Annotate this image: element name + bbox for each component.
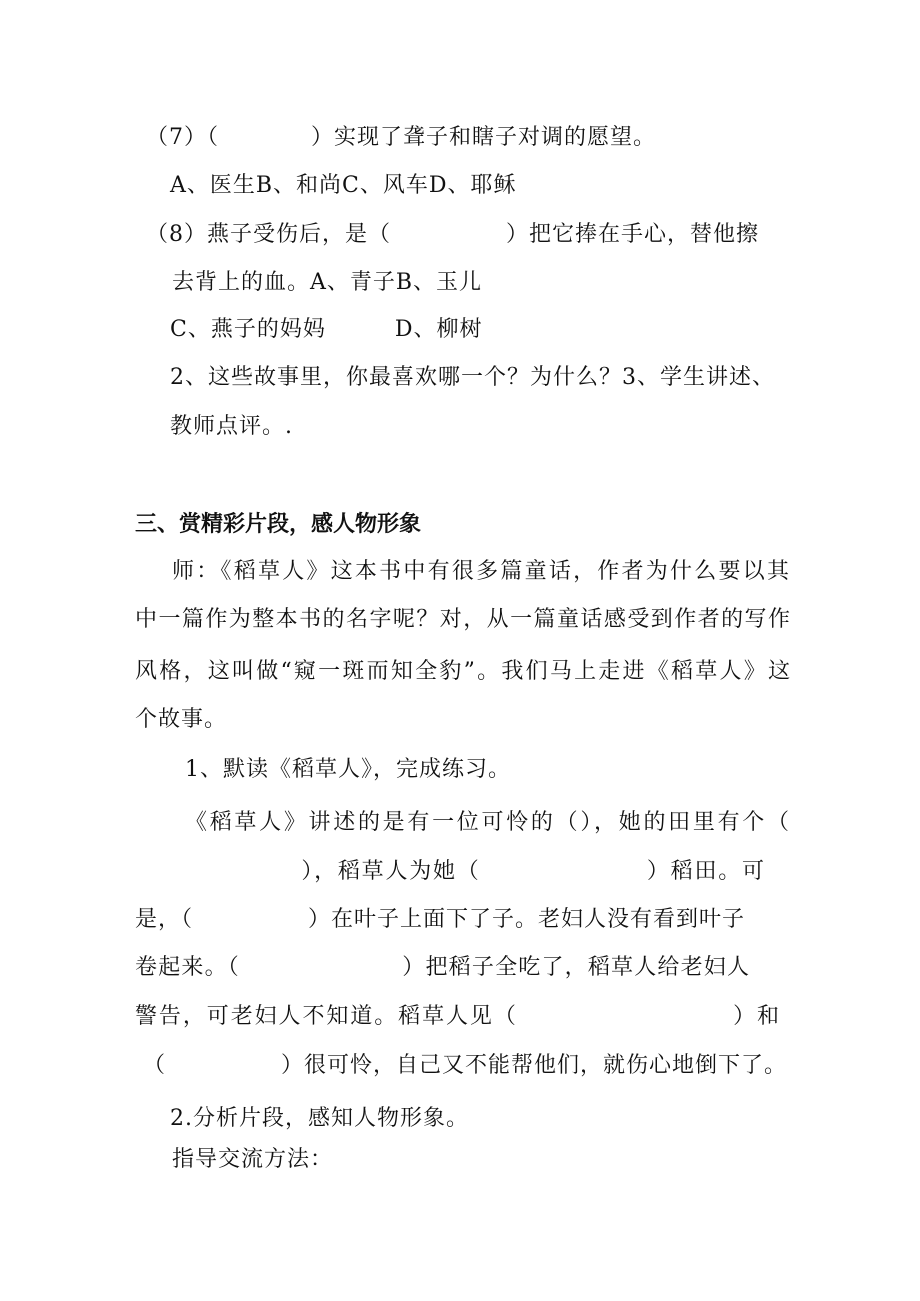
exercise-line: （ ）很可怜，自己又不能帮他们，就伤心地倒下了。: [143, 1053, 788, 1078]
method-label: 指导交流方法：: [172, 1147, 334, 1172]
q8-options-line: 去背上的血。A、青子B、玉儿: [172, 270, 483, 295]
q8-options-line: C、燕子的妈妈 D、柳树: [170, 317, 483, 342]
exercise-line: 警告，可老妇人不知道。稻草人见（ ）和: [135, 1004, 780, 1029]
q7-question: （7）（ ）实现了聋子和瞎子对调的愿望。: [146, 125, 656, 150]
item2-text: 2、这些故事里，你最喜欢哪一个？为什么？3、学生讲述、: [170, 365, 775, 390]
intro-line: 中一篇作为整本书的名字呢？对，从一篇童话感受到作者的写作: [135, 607, 790, 632]
intro-line: 个故事。: [135, 707, 228, 732]
exercise-line: 卷起来。（ ）把稻子全吃了，稻草人给老妇人: [135, 955, 750, 980]
q8-question: （8）燕子受伤后，是（ ）把它捧在手心，替他擦: [146, 222, 759, 247]
section-heading: 三、赏精彩片段，感人物形象: [135, 512, 422, 537]
exercise-line: 是，（ ）在叶子上面下了子。老妇人没有看到叶子: [135, 907, 746, 932]
item2-text: 教师点评。.: [170, 414, 293, 439]
exercise-line: 《稻草人》讲述的是有一位可怜的（），她的田里有个（: [185, 810, 790, 835]
task1: 1、默读《稻草人》，完成练习。: [185, 757, 511, 782]
q7-options: A、医生B、和尚C、风车D、耶稣: [170, 173, 517, 198]
intro-line: 师：《稻草人》这本书中有很多篇童话，作者为什么要以其: [172, 559, 790, 584]
intro-line: 风格，这叫做“窥一斑而知全豹”。我们马上走进《稻草人》这: [135, 659, 790, 684]
task2: 2.分析片段，感知人物形象。: [170, 1106, 469, 1131]
exercise-line: ），稻草人为她（ ）稻田。可: [135, 859, 765, 884]
